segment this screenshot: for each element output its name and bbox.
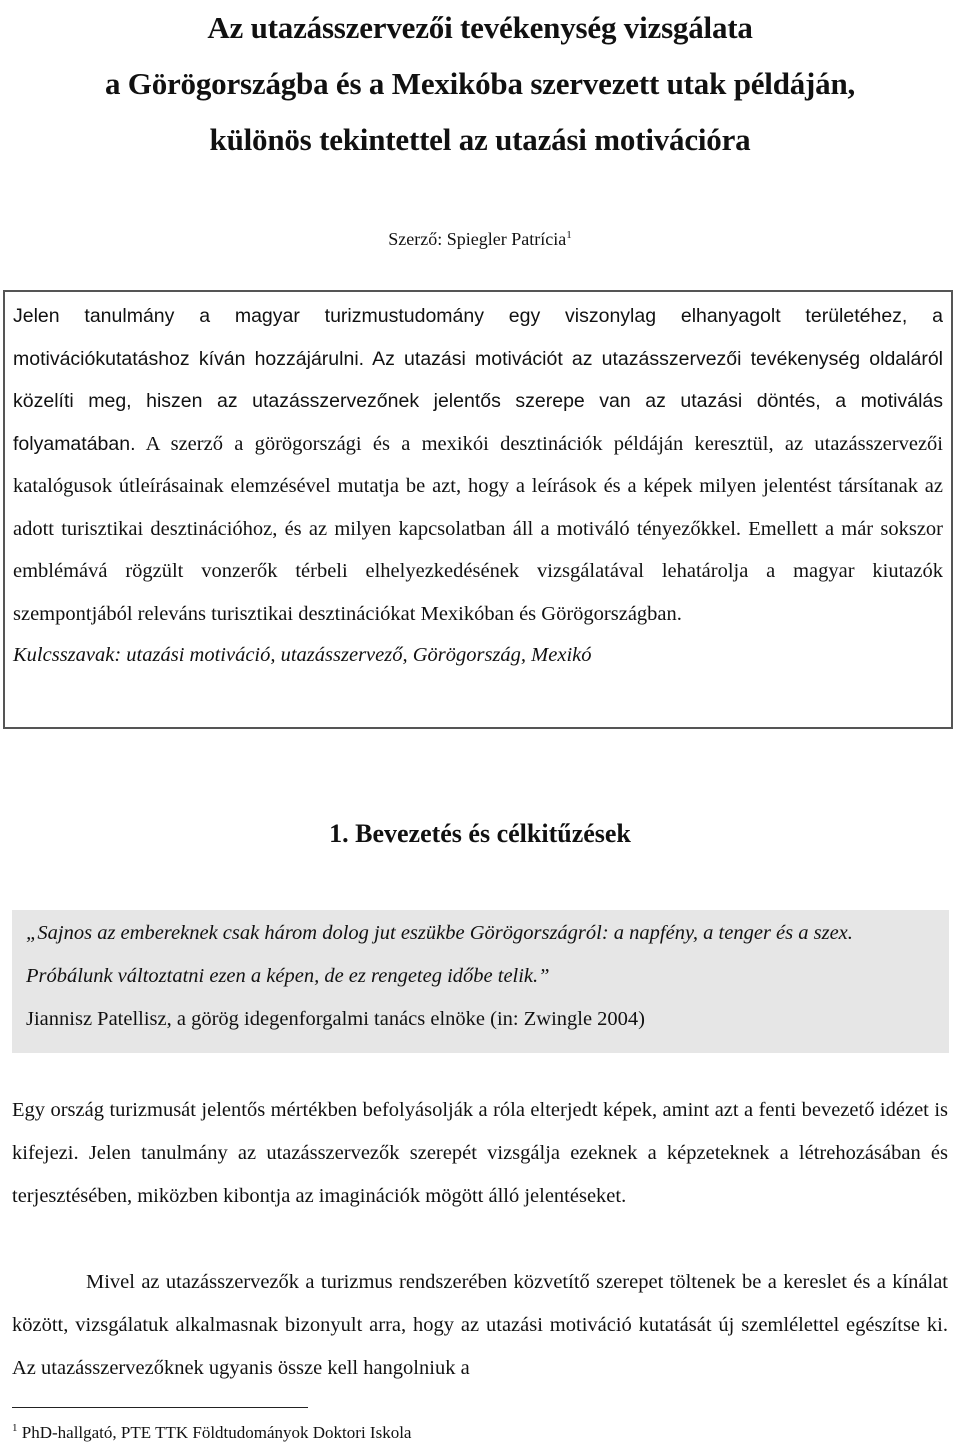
abstract-serif-part: A szerző a görögországi és a mexikói desztinációk példáján keresztül, az utazásszervezői katalógusok útleírásainak elemzésével mutatja be azt, hogy a leírások és a képek milyen jelentést társítanak az adott turisztikai desztinációhoz, és az milyen kapcsolatban áll a motiváló tényezőkkel. Emellett a már sokszor emblémává rögzült vonzerők térbeli elhelyezkedésének vizsgálatával lehatárolja a magyar kiutazók szempontjából releváns turisztikai desztinációkat Mexikóban és Görögországban. [13, 432, 943, 625]
author-footnote-mark: 1 [566, 229, 572, 241]
abstract-text [13, 295, 943, 635]
abstract-sans-part: Jelen tanulmány a magyar turizmustudomány egy viszonylag elhanyagolt területéhez, a motivációkutatáshoz kíván hozzájárulni. Az utazási motivációt az utazásszervezői tevékenység oldaláról közelíti meg, hiszen az utazásszervezőnek jelentős szerepe van az utazási döntés, a motiválás folyamatában. [13, 305, 943, 455]
quote-box [12, 910, 949, 1053]
title-line-1: Az utazásszervezői tevékenység vizsgálata [207, 10, 753, 45]
body-paragraph-2: Mivel az utazásszervezők a turizmus rendszerében közvetítő szerepet töltenek be a kereslet és a kínálat között, vizsgálatuk alkalmasnak bizonyult arra, hogy az utazási motiváció kutatását új szemlélettel egészítse ki. Az utazásszervezőknek ugyanis össze kell hangolniuk a [12, 1271, 948, 1379]
footnote-text: PhD-hallgató, PTE TTK Földtudományok Doktori Iskola [21, 1423, 412, 1442]
author-name: Szerző: Spiegler Patrícia [388, 229, 567, 249]
quote-attribution: Jiannisz Patellisz, a görög idegenforgalmi tanács elnöke (in: Zwingle 2004) [26, 1008, 646, 1030]
document-title [0, 0, 960, 168]
section-heading: 1. Bevezetés és célkitűzések [329, 819, 631, 848]
keywords: Kulcsszavak: utazási motiváció, utazásszervező, Görögország, Mexikó [13, 644, 592, 666]
footnote [12, 1415, 411, 1446]
footnote-divider [12, 1407, 308, 1408]
quote-text: „Sajnos az embereknek csak három dolog jut eszükbe Görögországról: a napfény, a tenger és a szex. Próbálunk változtatni ezen a képen, de ez rengeteg időbe telik.” [26, 922, 853, 987]
title-line-3: különös tekintettel az utazási motivációra [209, 122, 751, 157]
abstract-box [3, 290, 953, 729]
body-paragraph-1: Egy ország turizmusát jelentős mértékben befolyásolják a róla elterjedt képek, amint azt a fenti bevezető idézet is kifejezi. Jelen tanulmány az utazásszervezők szerepét vizsgálja ezeknek a képzeteknek a létrehozásában és terjesztésében, miközben kibontja az imaginációk mögött álló jelentéseket. [12, 1099, 948, 1207]
author-line [0, 222, 960, 252]
title-line-2: a Görögországba és a Mexikóba szervezett utak példáján, [104, 66, 856, 101]
footnote-mark: 1 [12, 1422, 18, 1434]
